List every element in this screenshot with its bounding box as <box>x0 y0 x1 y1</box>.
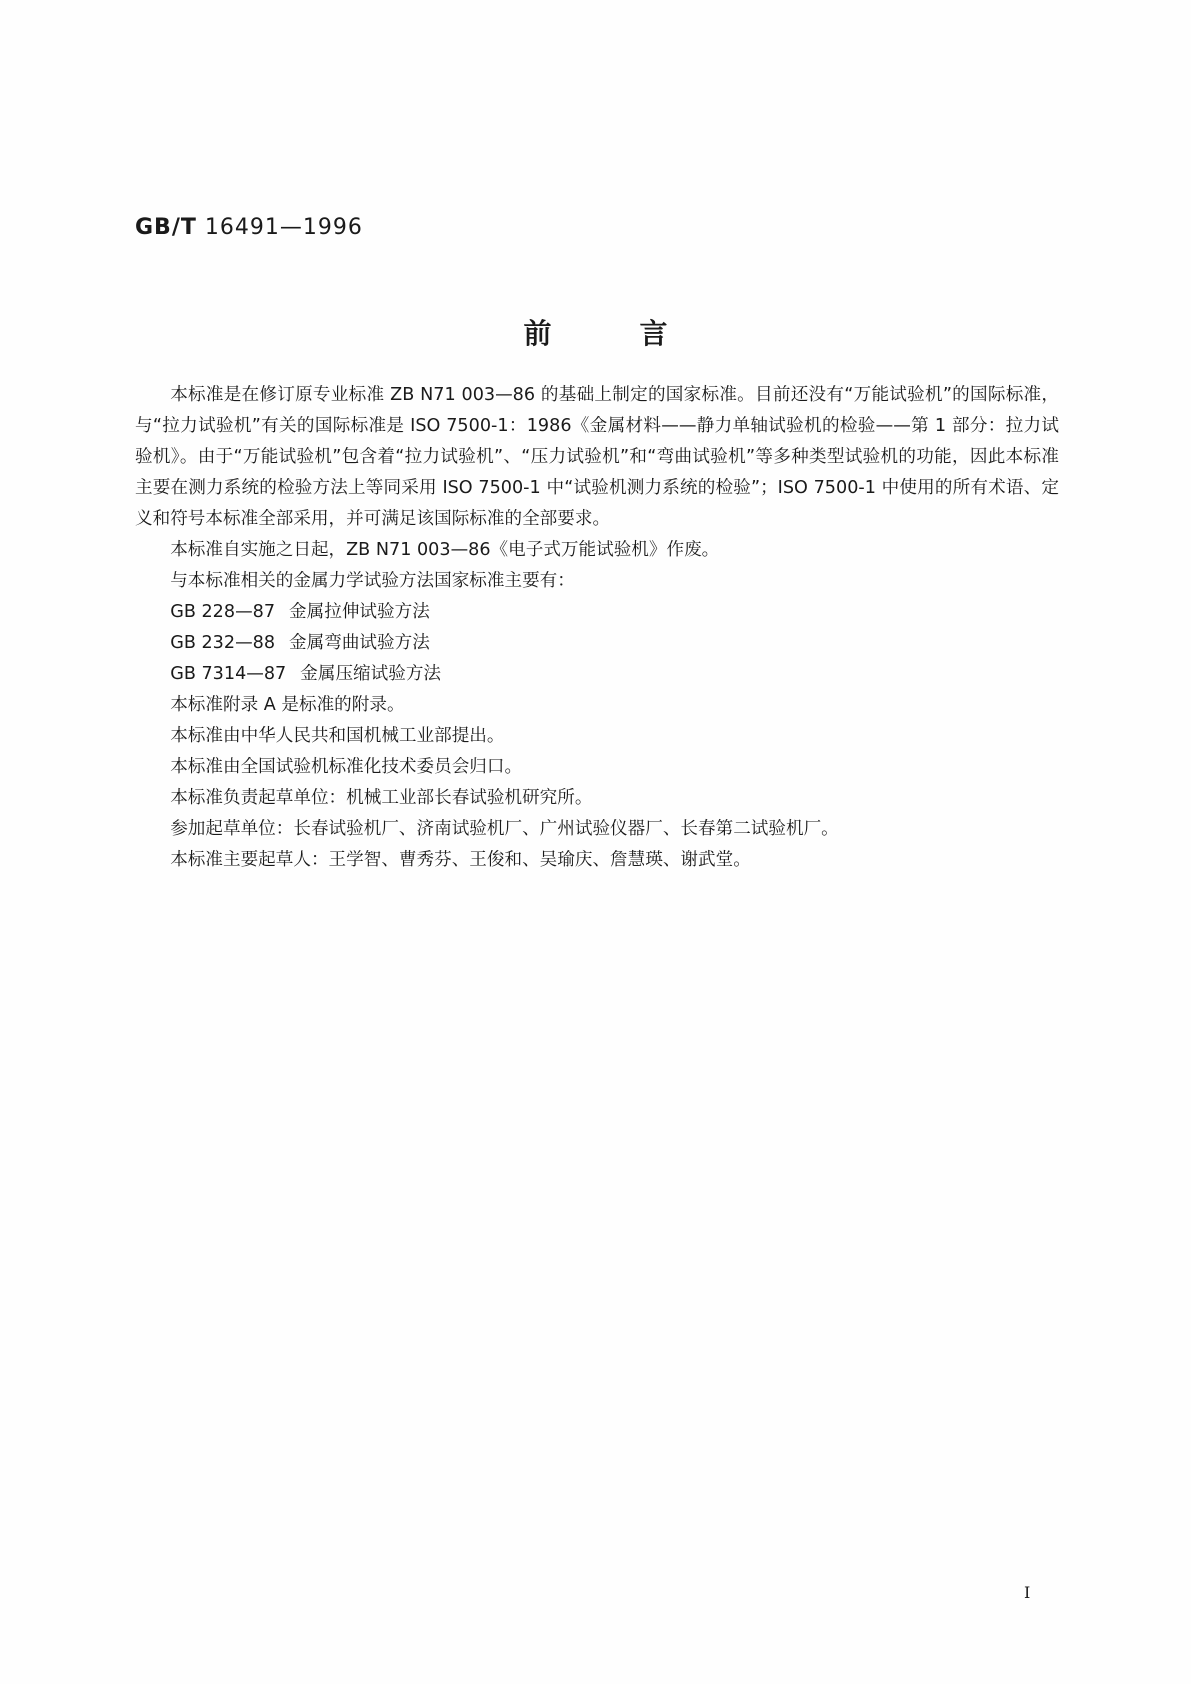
standard-code: 16491—1996 <box>204 215 363 240</box>
reference-item <box>135 628 1059 659</box>
paragraph-appendix: 本标准附录 A 是标准的附录。 <box>170 695 405 715</box>
reference-code: GB 7314—87 <box>170 664 287 684</box>
page-number: I <box>1024 1583 1031 1602</box>
reference-item <box>135 659 1059 690</box>
standard-number <box>135 215 363 240</box>
standard-prefix: GB/T <box>135 215 197 240</box>
paragraph-proposer: 本标准由中华人民共和国机械工业部提出。 <box>170 726 505 746</box>
foreword-body <box>135 380 1059 876</box>
paragraph-centralized: 本标准由全国试验机标准化技术委员会归口。 <box>170 757 523 777</box>
paragraph-related-standards: 与本标准相关的金属力学试验方法国家标准主要有： <box>170 571 575 591</box>
paragraph-drafting-unit: 本标准负责起草单位：机械工业部长春试验机研究所。 <box>170 788 593 808</box>
paragraph-drafters: 本标准主要起草人：王学智、曹秀芬、王俊和、吴瑜庆、詹慧瑛、谢武堂。 <box>170 850 751 870</box>
reference-title: 金属弯曲试验方法 <box>289 633 430 653</box>
paragraph-supersede: 本标准自实施之日起，ZB N71 003—86《电子式万能试验机》作废。 <box>170 540 720 560</box>
reference-title: 金属拉伸试验方法 <box>289 602 430 622</box>
paragraph-participating-units: 参加起草单位：长春试验机厂、济南试验机厂、广州试验仪器厂、长春第二试验机厂。 <box>170 819 839 839</box>
paragraph-intro: 本标准是在修订原专业标准 ZB N71 003—86 的基础上制定的国家标准。目前还没有“万能试验机”的国际标准，与“拉力试验机”有关的国际标准是 ISO 7500-1：1986《金属材料——静力单轴试验机的检验——第 1 部分：拉力试验机》。由于“万能试验机”包含着“拉力试验机”、“压力试验机”和“弯曲试验机”等多种类型试验机的功能，因此本标准主要在测力系统的检验方法上等同采用 ISO 7500-1 中“试验机测力系统的检验”；ISO 7500-1 中使用的所有术语、定义和符号本标准全部采用，并可满足该国际标准的全部要求。 <box>135 385 1059 529</box>
reference-title: 金属压缩试验方法 <box>300 664 442 684</box>
reference-code: GB 232—88 <box>170 633 276 653</box>
reference-item <box>135 597 1059 628</box>
reference-code: GB 228—87 <box>170 602 276 622</box>
page-title: 前言 <box>523 317 756 350</box>
